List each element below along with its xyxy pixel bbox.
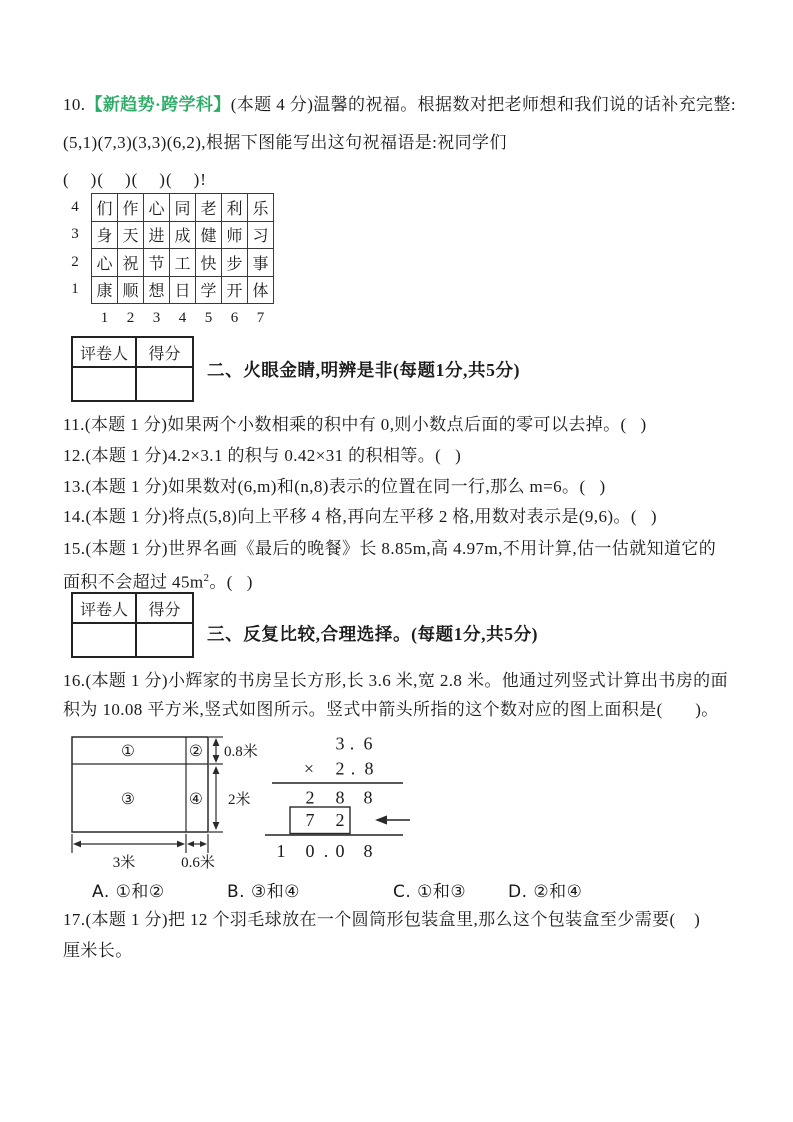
boxed-partial-digit: 2: [335, 810, 345, 830]
question-10-blanks: ( )( )( )( )!: [63, 170, 207, 189]
question-13: 13.(本题 1 分)如果数对(6,m)和(n,8)表示的位置在同一行,那么 m=6。( ): [63, 477, 606, 496]
arrowhead-down-icon: [213, 822, 220, 830]
vertical-multiplication: [262, 726, 427, 866]
grid-cell: 祝: [118, 249, 144, 277]
arrowhead-left-icon: [73, 841, 81, 848]
grader-table-header-row: [72, 337, 193, 367]
col-label: 6: [230, 309, 239, 326]
col-label: 7: [256, 309, 265, 326]
partial-product-digit: 8: [335, 787, 345, 808]
arrowhead-right-icon: [200, 841, 207, 847]
region-3-label: ③: [121, 790, 135, 808]
question-17-line2: 厘米长。: [63, 941, 133, 960]
dim-label-3m: 3米: [112, 855, 136, 871]
dim-label-0-6m: 0.6米: [181, 855, 215, 871]
grid-cell: 事: [248, 249, 274, 277]
question-15-line2-tail: 。( ): [209, 572, 253, 592]
option-a: A. ①和②: [92, 882, 165, 902]
grid-cell: 老: [196, 194, 222, 222]
grid-cell: 开: [222, 276, 248, 304]
grid-cell: 日: [170, 276, 196, 304]
col-label: 3: [152, 309, 161, 326]
region-4-label: ④: [189, 790, 203, 808]
partial-product-digit: 2: [305, 787, 315, 808]
grid-cell: 习: [248, 221, 274, 249]
grid-cell: 学: [196, 276, 222, 304]
grid-row: [62, 194, 274, 222]
region-1-label: ①: [121, 742, 135, 760]
score-label: 得分: [136, 593, 193, 623]
dim-label-0-8m: 0.8米: [224, 744, 258, 760]
row-label: 4: [71, 198, 79, 215]
grid-row: [62, 249, 274, 277]
grid-cell: 天: [118, 221, 144, 249]
coordinate-character-grid: [62, 193, 274, 329]
score-blank-cell: [136, 367, 193, 401]
grid-cell: 顺: [118, 276, 144, 304]
grid-column-labels: [62, 304, 274, 330]
col-label: 4: [178, 309, 187, 326]
question-16-line1: 16.(本题 1 分)小辉家的书房呈长方形,长 3.6 米,宽 2.8 米。他通过列竖式计算出书房的面: [63, 671, 728, 690]
col-label: 2: [126, 309, 135, 326]
section-3-heading: 三、反复比较,合理选择。(每题1分,共5分): [207, 624, 539, 644]
question-12: 12.(本题 1 分)4.2×3.1 的积与 0.42×31 的积相等。( ): [63, 446, 462, 465]
grader-score-table-1: [71, 336, 194, 402]
grid-cell: 节: [144, 249, 170, 277]
grid-cell: 体: [248, 276, 274, 304]
grader-blank-cell: [72, 367, 136, 401]
grid-row: [62, 221, 274, 249]
grid-cell: 进: [144, 221, 170, 249]
question-15-line1: 15.(本题 1 分)世界名画《最后的晚餐》长 8.85m,高 4.97m,不用计算,估一估就知道它的: [63, 539, 717, 558]
grid-cell: 身: [92, 221, 118, 249]
product-digit: 0: [335, 841, 345, 861]
question-16-line2: 积为 10.08 平方米,竖式如图所示。竖式中箭头所指的这个数对应的图上面积是( )。: [63, 700, 719, 719]
arrow-left-icon: [375, 815, 387, 824]
option-d: D. ②和④: [508, 882, 583, 902]
grid-cell: 快: [196, 249, 222, 277]
arrowhead-right-icon: [177, 841, 185, 848]
grid-cell: 作: [118, 194, 144, 222]
boxed-partial-digit: 7: [305, 810, 315, 830]
product-digit: 1: [276, 841, 286, 861]
decimal-point: .: [323, 841, 329, 861]
row-label: 2: [71, 253, 79, 270]
row-label: 3: [71, 226, 79, 243]
multiplier-digit: 2: [335, 758, 345, 779]
grader-score-table-2: [71, 592, 194, 658]
decimal-point: .: [349, 733, 355, 754]
question-11: 11.(本题 1 分)如果两个小数相乘的积中有 0,则小数点后面的零可以去掉。( ): [63, 415, 647, 434]
room-area-diagram: [62, 726, 277, 876]
arrowhead-left-icon: [187, 841, 194, 847]
dim-label-2m: 2米: [228, 792, 251, 808]
grid-cell: 康: [92, 276, 118, 304]
question-10-line1: [63, 93, 763, 116]
row-label: 1: [71, 281, 79, 298]
grader-blank-cell: [72, 623, 136, 657]
grader-table-empty-row: [72, 623, 193, 657]
grid-cell: 工: [170, 249, 196, 277]
grid-cell: 心: [92, 249, 118, 277]
grader-label: 评卷人: [72, 337, 136, 367]
question-10-intro: (本题 4 分)温馨的祝福。根据数对把老师想和我们说的话补充完整:: [230, 95, 736, 114]
region-2-label: ②: [189, 742, 203, 760]
grid-cell: 健: [196, 221, 222, 249]
grid-cell: 师: [222, 221, 248, 249]
question-15-line2: [63, 567, 763, 594]
grid-cell: 乐: [248, 194, 274, 222]
grid-cell: 步: [222, 249, 248, 277]
squared-superscript: 2: [203, 572, 210, 584]
col-label: 1: [100, 309, 109, 326]
grid-cell: 们: [92, 194, 118, 222]
option-b: B. ③和④: [227, 882, 300, 902]
room-rectangle: [72, 737, 208, 832]
grid-row: [62, 276, 274, 304]
times-sign: ×: [303, 758, 315, 779]
arrowhead-up-icon: [213, 738, 220, 746]
section-2-heading: 二、火眼金睛,明辨是非(每题1分,共5分): [207, 360, 521, 380]
grader-label: 评卷人: [72, 593, 136, 623]
question-10-number: 10.: [63, 95, 86, 114]
col-label: 5: [204, 309, 213, 326]
question-10-line2: (5,1)(7,3)(3,3)(6,2),根据下图能写出这句祝福语是:祝同学们: [63, 133, 507, 152]
arrowhead-up-icon: [213, 766, 220, 774]
product-digit: 0: [305, 841, 315, 861]
option-c: C. ①和③: [393, 882, 467, 902]
grid-cell: 成: [170, 221, 196, 249]
grader-table-header-row: [72, 593, 193, 623]
grid-cell: 心: [144, 194, 170, 222]
cross-subject-tag: 【新趋势·跨学科】: [85, 95, 231, 114]
score-label: 得分: [136, 337, 193, 367]
score-blank-cell: [136, 623, 193, 657]
multiplicand-digit: 3: [335, 733, 345, 754]
question-14: 14.(本题 1 分)将点(5,8)向上平移 4 格,再向左平移 2 格,用数对表示是(9,6)。( ): [63, 507, 657, 526]
spacer: [62, 304, 92, 330]
grader-table-empty-row: [72, 367, 193, 401]
decimal-point: .: [350, 758, 356, 779]
question-15-line2-text: 面积不会超过 45m: [63, 572, 204, 592]
partial-product-digit: 8: [363, 787, 373, 808]
arrowhead-down-icon: [213, 755, 220, 763]
multiplier-digit: 8: [364, 758, 374, 779]
grid-cell: 想: [144, 276, 170, 304]
product-digit: 8: [363, 841, 373, 861]
grid-cell: 同: [170, 194, 196, 222]
multiplicand-digit: 6: [363, 733, 373, 754]
question-17-line1: 17.(本题 1 分)把 12 个羽毛球放在一个圆筒形包装盒里,那么这个包装盒至少需要( ): [63, 910, 701, 929]
grid-cell: 利: [222, 194, 248, 222]
